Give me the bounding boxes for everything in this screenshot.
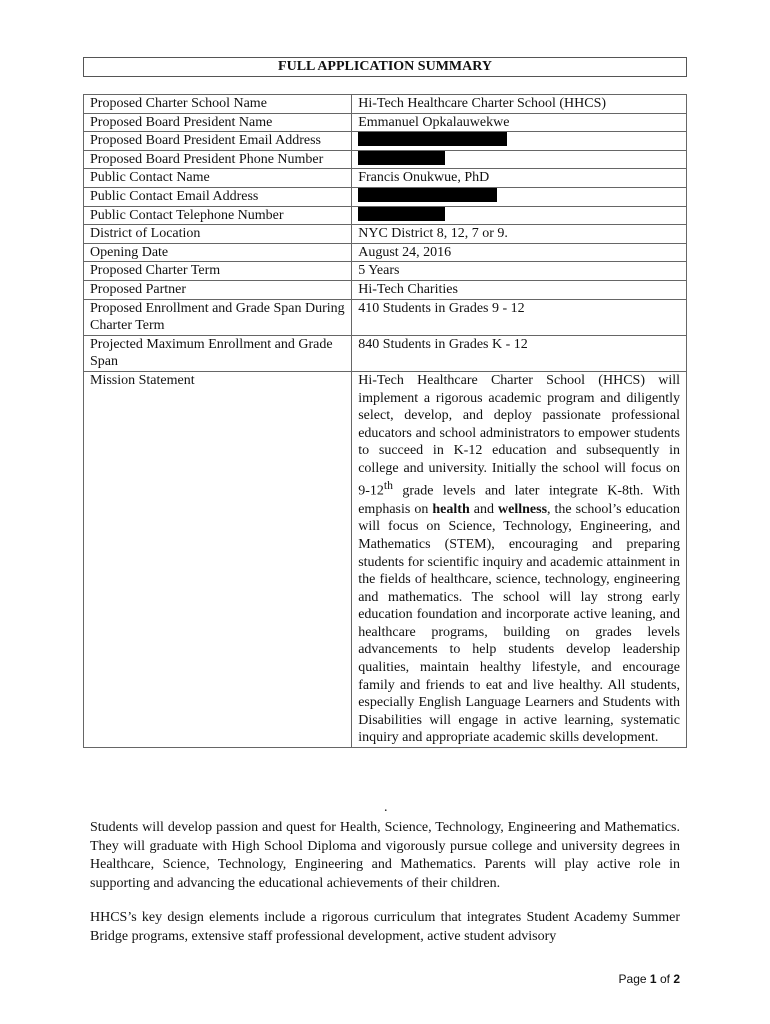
separator-dot: . xyxy=(384,800,388,815)
body-paragraph: HHCS’s key design elements include a rigorous curriculum that integrates Student Academy Summer Bridge programs, extensive staff professional development, active student advisory xyxy=(90,910,680,944)
row-label: Proposed Charter Term xyxy=(84,262,352,281)
row-value-redacted xyxy=(352,206,687,225)
table-row xyxy=(84,335,687,371)
page-number: Page 1 of 2 xyxy=(618,972,680,986)
table-row xyxy=(84,225,687,244)
redaction-bar xyxy=(358,188,497,202)
body-paragraph: Students will develop passion and quest for Health, Science, Technology, Engineering and Mathematics. They will graduate with High School Diploma and vigorously pursue college and university degrees in Healthcare, Science, Technology, Engineering and Mathematics. Parents will play active role in supporting and advancing the educational achievements of their children. xyxy=(90,820,680,891)
row-label: Public Contact Email Address xyxy=(84,187,352,206)
redaction-bar xyxy=(358,151,445,165)
table-row xyxy=(84,280,687,299)
row-value: 5 Years xyxy=(352,262,687,281)
row-value: August 24, 2016 xyxy=(352,243,687,262)
row-label: Proposed Enrollment and Grade Span During Charter Term xyxy=(84,299,352,335)
row-label: Proposed Board President Email Address xyxy=(84,132,352,151)
summary-table xyxy=(83,94,687,748)
row-label: District of Location xyxy=(84,225,352,244)
row-value: Hi-Tech Charities xyxy=(352,280,687,299)
row-label: Mission Statement xyxy=(84,371,352,747)
table-row xyxy=(84,113,687,132)
row-label: Projected Maximum Enrollment and Grade Span xyxy=(84,335,352,371)
table-row xyxy=(84,187,687,206)
row-label: Proposed Partner xyxy=(84,280,352,299)
table-row xyxy=(84,132,687,151)
row-value: Hi-Tech Healthcare Charter School (HHCS) xyxy=(352,95,687,114)
row-value-redacted xyxy=(352,187,687,206)
row-label: Opening Date xyxy=(84,243,352,262)
table-row xyxy=(84,150,687,169)
row-value: NYC District 8, 12, 7 or 9. xyxy=(352,225,687,244)
table-row xyxy=(84,206,687,225)
table-row xyxy=(84,299,687,335)
row-value: 410 Students in Grades 9 - 12 xyxy=(352,299,687,335)
row-value: 840 Students in Grades K - 12 xyxy=(352,335,687,371)
row-value: Emmanuel Opkalauwekwe xyxy=(352,113,687,132)
table-row xyxy=(84,262,687,281)
row-label: Proposed Board President Phone Number xyxy=(84,150,352,169)
row-value-redacted xyxy=(352,150,687,169)
table-row xyxy=(84,371,687,747)
redaction-bar xyxy=(358,207,445,221)
document-title: FULL APPLICATION SUMMARY xyxy=(83,57,687,77)
row-label: Proposed Board President Name xyxy=(84,113,352,132)
row-label: Public Contact Telephone Number xyxy=(84,206,352,225)
redaction-bar xyxy=(358,132,507,146)
row-label: Proposed Charter School Name xyxy=(84,95,352,114)
mission-statement: Hi-Tech Healthcare Charter School (HHCS) will implement a rigorous academic program and diligently select, develop, and deploy passionate professional educators and school administrators to empower students to succeed in K-12 education and subsequently in college and university. Initially the school will focus on 9-12th grade levels and later integrate K-8th. With emphasis on health and wellness, the school’s education will focus on Science, Technology, Engineering, and Mathematics (STEM), encouraging and preparing students for scientific inquiry and academic attainment in the fields of healthcare, science, technology, engineering and mathematics. The school will lay strong early education foundation and incorporate active leaning, and healthcare programs, building on grades levels advancements to help students develop leadership qualities, maintain healthy lifestyle, and encourage family and friends to eat and live healthy. All students, especially English Language Learners and Students with Disabilities will engage in active learning, systematic inquiry and appropriate academic skills development. xyxy=(352,371,687,747)
row-label: Public Contact Name xyxy=(84,169,352,188)
table-row xyxy=(84,169,687,188)
table-row xyxy=(84,243,687,262)
table-row xyxy=(84,95,687,114)
row-value: Francis Onukwue, PhD xyxy=(352,169,687,188)
row-value-redacted xyxy=(352,132,687,151)
